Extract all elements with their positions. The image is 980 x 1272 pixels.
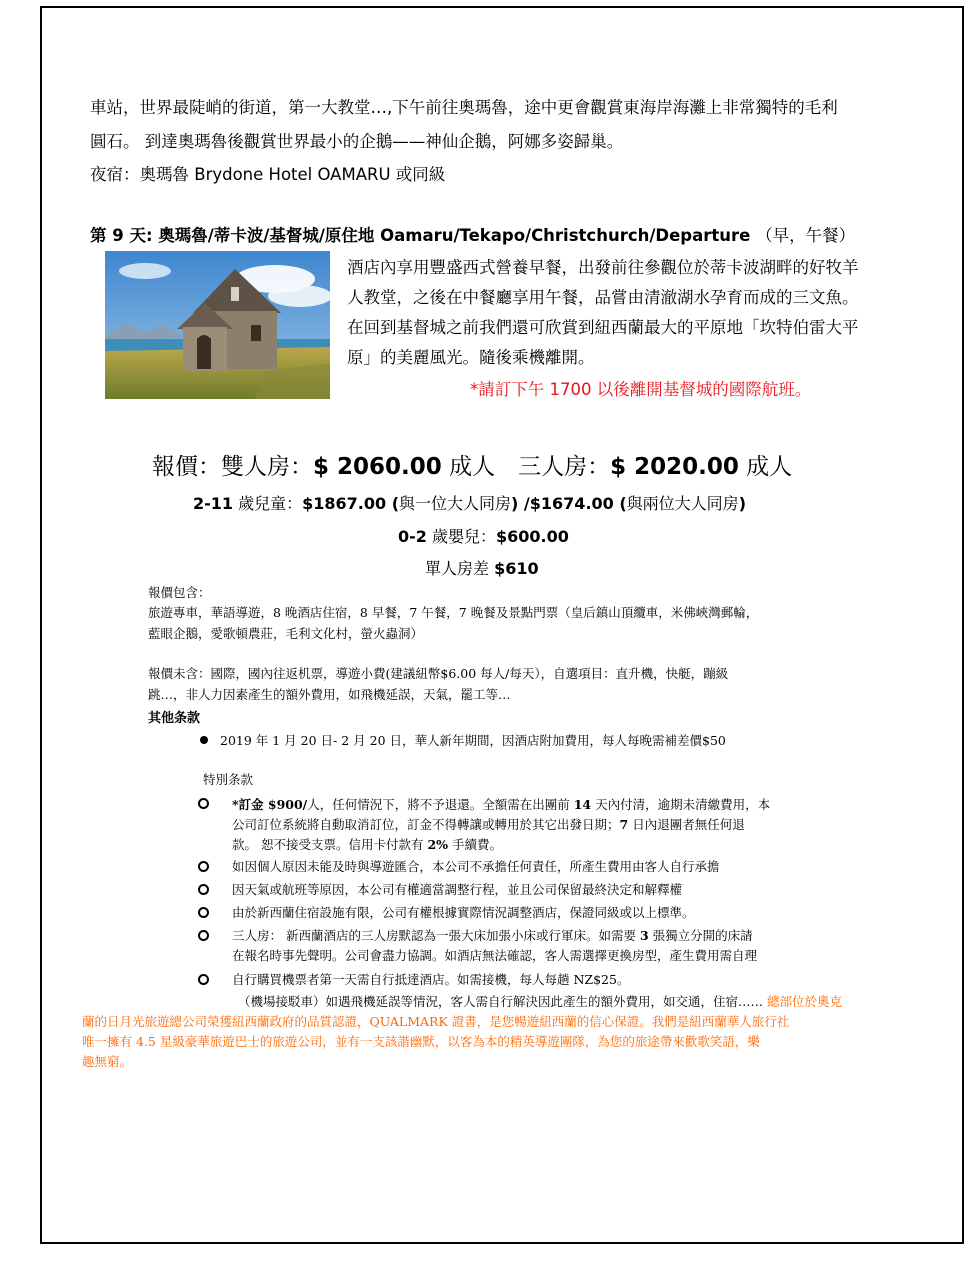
other-terms-item-1: 2019 年 1 月 20 日- 2 月 20 日，華人新年期間，因酒店附加費用，每人每晚需補差價$50	[220, 733, 726, 748]
special-terms-item-6: 自行購買機票者第一天需自行抵達酒店。如需接機，每人每趟 NZ$25。	[232, 972, 630, 987]
infant-price-line	[398, 524, 569, 547]
child-price-1: $1867.00 (	[302, 494, 400, 513]
infant-price: $600.00	[496, 527, 569, 546]
single-supplement-line	[425, 556, 539, 579]
deposit-text-2: 天內付清，逾期未清繳費用，本	[591, 797, 771, 812]
special-terms-item-2: 如因個人原因未能及時與導遊匯合，本公司不承擔任何責任，所產生費用由客人自行承擔	[232, 859, 720, 874]
excludes-line-2: 跳…，非人力因素產生的額外費用，如飛機延誤，天氣，罷工等…	[148, 687, 511, 702]
infant-label: 歲嬰兒：	[426, 527, 496, 546]
child-note-1: 與一位大人同房	[399, 494, 512, 513]
double-room-price: $ 2060.00	[313, 454, 442, 480]
bullet-ring-icon	[198, 974, 209, 985]
triple-room-line-1	[232, 926, 753, 946]
includes-heading: 報價包含：	[148, 585, 211, 600]
deposit-days: 14	[573, 797, 592, 812]
deposit-amount: *訂金 $900/	[232, 797, 308, 812]
deposit-text-5: 款。 恕不接受支票。信用卡付款有	[232, 837, 428, 852]
bullet-ring-icon	[198, 861, 209, 872]
intro-line-1: 車站，世界最陡峭的街道，第一大教堂…,下午前往奧瑪魯，途中更會觀賞東海岸海灘上非常獨特的毛利	[90, 98, 838, 117]
airport-shuttle-text: （機場接駁車）如遇飛機延誤等情況，客人需自行解決因此產生的額外費用，如交通，住宿……	[238, 994, 764, 1009]
deposit-line-1	[232, 795, 770, 815]
day-9-body-line-4: 原」的美麗風光。隨後乘機離開。	[347, 348, 595, 367]
single-supplement-price: $610	[494, 559, 539, 578]
deposit-text-6: 手續費。	[448, 837, 503, 852]
child-price-2: ) /$1674.00 (	[511, 494, 627, 513]
deposit-text-4: 日內退團者無任何退	[628, 817, 745, 832]
bullet-solid-icon	[200, 736, 208, 744]
child-age: 2-11	[193, 494, 234, 513]
company-intro-line-4: 趣無窮。	[82, 1054, 133, 1069]
double-room-suffix: 成人 三人房：	[441, 454, 611, 480]
triple-room-text-2: 張獨立分開的床請	[648, 928, 753, 943]
church-illustration	[105, 251, 330, 399]
day-9-title-text: 第 9 天: 奧瑪魯/蒂卡波/基督城/原住地 Oamaru/Tekapo/Christchurch/Departure	[90, 226, 751, 245]
child-end: )	[738, 494, 746, 513]
price-main-line	[152, 448, 792, 481]
intro-line-3: 夜宿：奧瑪魯 Brydone Hotel OAMARU 或同級	[90, 165, 446, 184]
special-terms-heading: 特別条款	[203, 772, 254, 787]
single-supplement-label: 單人房差	[425, 559, 495, 578]
day-9-title	[90, 222, 855, 246]
price-prefix: 報價：雙人房：	[152, 454, 313, 480]
deposit-text-1: 人，任何情況下，將不予退還。全額需在出團前	[307, 797, 574, 812]
company-intro-start: 總部位於奧克	[763, 994, 842, 1009]
includes-line-1: 旅遊專車，華語導遊，8 晚酒店住宿，8 早餐，7 午餐，7 晚餐及景點門票（皇后鎮山頂纜車，米佛峽灣郵輪，	[148, 605, 759, 620]
triple-room-beds: 3	[639, 928, 649, 943]
bullet-ring-icon	[198, 884, 209, 895]
day-9-body-line-1: 酒店內享用豐盛西式營養早餐，出發前往參觀位於蒂卡波湖畔的好牧羊	[347, 258, 859, 277]
deposit-text-3: 公司訂位系統將自動取消訂位，訂金不得轉讓或轉用於其它出發日期；	[232, 817, 620, 832]
deposit-cancel-days: 7	[619, 817, 629, 832]
child-note-2: 與兩位大人同房	[626, 494, 739, 513]
child-label: 歲兒童：	[233, 494, 303, 513]
intro-line-2: 圓石。 到達奧瑪魯後觀賞世界最小的企鵝——神仙企鵝，阿娜多姿歸巢。	[90, 132, 624, 151]
triple-room-price: $ 2020.00	[610, 454, 739, 480]
triple-room-suffix: 成人	[738, 454, 793, 480]
day-9-body-line-3: 在回到基督城之前我們還可欣賞到紐西蘭最大的平原地「坎特伯雷大平	[347, 318, 859, 337]
deposit-line-2	[232, 815, 745, 835]
triple-room-text-1: 三人房： 新西蘭酒店的三人房默認為一張大床加張小床或行軍床。如需要	[232, 928, 640, 943]
other-terms-heading: 其他条款	[148, 711, 201, 726]
airport-shuttle-line	[238, 992, 842, 1012]
includes-line-2: 藍眼企鵝，愛歌頓農莊，毛利文化村，螢火蟲洞）	[148, 626, 424, 641]
deposit-fee: 2%	[427, 837, 449, 852]
deposit-line-3	[232, 835, 502, 855]
day-9-body-line-2: 人教堂，之後在中餐廳享用午餐，品嘗由清澈湖水孕育而成的三文魚。	[347, 288, 859, 307]
flight-notice: *請訂下午 1700 以後離開基督城的國際航班。	[470, 380, 812, 399]
child-price-line	[193, 491, 746, 514]
company-intro-line-3: 唯一擁有 4.5 星級豪華旅遊巴士的旅遊公司，並有一支該諧幽默，以客為本的精英導遊團隊，為您的旅途帶來歡歌笑語，樂	[82, 1034, 760, 1049]
bullet-ring-icon	[198, 907, 209, 918]
special-terms-item-4: 由於新西蘭住宿設施有限，公司有權根據實際情況調整酒店，保證同級或以上標準。	[232, 905, 695, 920]
excludes-line-1: 報價未含：國際，國內往返机票，導遊小費(建議紐幣$6.00 每人/每天），自選項目：直升機，快艇，蹦級	[148, 666, 729, 681]
triple-room-line-2: 在報名時事先聲明。公司會盡力協調。如酒店無法確認，客人需選擇更換房型，產生費用需自理	[232, 948, 758, 963]
church-photo	[105, 251, 330, 399]
bullet-ring-icon	[198, 798, 209, 809]
company-intro-line-2: 蘭的日月光旅遊總公司榮獲紐西蘭政府的品質認證，QUALMARK 證書，是您暢遊紐西蘭的信心保證。我們是紐西蘭華人旅行社	[82, 1014, 790, 1029]
bullet-ring-icon	[198, 930, 209, 941]
infant-age: 0-2	[398, 527, 427, 546]
special-terms-item-3: 因天氣或航班等原因，本公司有權適當調整行程，並且公司保留最終決定和解釋權	[232, 882, 683, 897]
day-9-meals: （早，午餐）	[756, 226, 856, 245]
